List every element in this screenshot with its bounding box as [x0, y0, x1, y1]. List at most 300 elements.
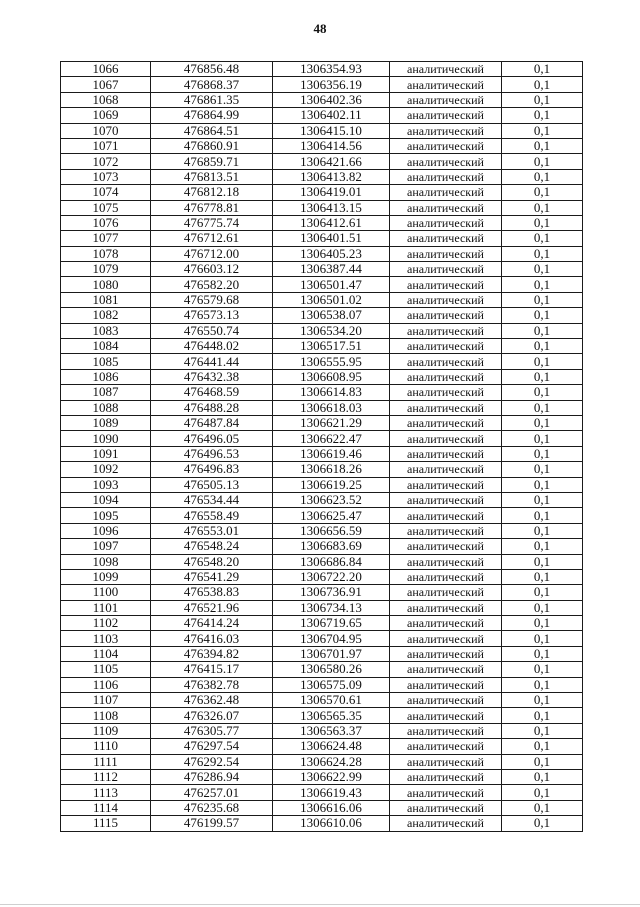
y-coordinate-cell: 1306402.36	[273, 92, 390, 107]
y-coordinate-cell: 1306719.65	[273, 616, 390, 631]
y-coordinate-cell: 1306736.91	[273, 585, 390, 600]
accuracy-cell: 0,1	[502, 62, 583, 77]
accuracy-cell: 0,1	[502, 769, 583, 784]
method-cell: аналитический	[390, 308, 502, 323]
y-coordinate-cell: 1306421.66	[273, 154, 390, 169]
y-coordinate-cell: 1306625.47	[273, 508, 390, 523]
table-row	[61, 446, 583, 461]
x-coordinate-cell: 476538.83	[151, 585, 273, 600]
y-coordinate-cell: 1306534.20	[273, 323, 390, 338]
method-cell: аналитический	[390, 123, 502, 138]
y-coordinate-cell: 1306622.47	[273, 431, 390, 446]
accuracy-cell: 0,1	[502, 754, 583, 769]
accuracy-cell: 0,1	[502, 262, 583, 277]
x-coordinate-cell: 476362.48	[151, 693, 273, 708]
x-coordinate-cell: 476521.96	[151, 600, 273, 615]
accuracy-cell: 0,1	[502, 77, 583, 92]
x-coordinate-cell: 476548.20	[151, 554, 273, 569]
x-coordinate-cell: 476548.24	[151, 539, 273, 554]
accuracy-cell: 0,1	[502, 169, 583, 184]
table-row	[61, 92, 583, 107]
method-cell: аналитический	[390, 477, 502, 492]
point-number-cell: 1098	[61, 554, 151, 569]
point-number-cell: 1115	[61, 816, 151, 831]
accuracy-cell: 0,1	[502, 677, 583, 692]
y-coordinate-cell: 1306555.95	[273, 354, 390, 369]
x-coordinate-cell: 476775.74	[151, 215, 273, 230]
table-row	[61, 400, 583, 415]
point-number-cell: 1092	[61, 462, 151, 477]
point-number-cell: 1095	[61, 508, 151, 523]
page-bottom-edge	[0, 904, 640, 905]
y-coordinate-cell: 1306610.06	[273, 816, 390, 831]
method-cell: аналитический	[390, 431, 502, 446]
coordinates-table	[60, 61, 583, 832]
table-row	[61, 138, 583, 153]
accuracy-cell: 0,1	[502, 446, 583, 461]
accuracy-cell: 0,1	[502, 323, 583, 338]
table-row	[61, 385, 583, 400]
accuracy-cell: 0,1	[502, 185, 583, 200]
method-cell: аналитический	[390, 92, 502, 107]
table-row	[61, 154, 583, 169]
y-coordinate-cell: 1306618.26	[273, 462, 390, 477]
y-coordinate-cell: 1306575.09	[273, 677, 390, 692]
accuracy-cell: 0,1	[502, 292, 583, 307]
x-coordinate-cell: 476579.68	[151, 292, 273, 307]
table-row	[61, 631, 583, 646]
table-row	[61, 462, 583, 477]
point-number-cell: 1080	[61, 277, 151, 292]
table-row	[61, 77, 583, 92]
y-coordinate-cell: 1306686.84	[273, 554, 390, 569]
x-coordinate-cell: 476541.29	[151, 569, 273, 584]
x-coordinate-cell: 476712.61	[151, 231, 273, 246]
point-number-cell: 1079	[61, 262, 151, 277]
method-cell: аналитический	[390, 262, 502, 277]
table-row	[61, 277, 583, 292]
x-coordinate-cell: 476603.12	[151, 262, 273, 277]
point-number-cell: 1086	[61, 369, 151, 384]
point-number-cell: 1113	[61, 785, 151, 800]
table-row	[61, 246, 583, 261]
y-coordinate-cell: 1306618.03	[273, 400, 390, 415]
y-coordinate-cell: 1306565.35	[273, 708, 390, 723]
y-coordinate-cell: 1306614.83	[273, 385, 390, 400]
x-coordinate-cell: 476553.01	[151, 523, 273, 538]
table-row	[61, 585, 583, 600]
x-coordinate-cell: 476534.44	[151, 492, 273, 507]
x-coordinate-cell: 476305.77	[151, 723, 273, 738]
y-coordinate-cell: 1306580.26	[273, 662, 390, 677]
accuracy-cell: 0,1	[502, 631, 583, 646]
point-number-cell: 1093	[61, 477, 151, 492]
point-number-cell: 1088	[61, 400, 151, 415]
accuracy-cell: 0,1	[502, 200, 583, 215]
point-number-cell: 1069	[61, 108, 151, 123]
accuracy-cell: 0,1	[502, 415, 583, 430]
x-coordinate-cell: 476496.83	[151, 462, 273, 477]
table-row	[61, 169, 583, 184]
point-number-cell: 1091	[61, 446, 151, 461]
method-cell: аналитический	[390, 185, 502, 200]
accuracy-cell: 0,1	[502, 539, 583, 554]
table-row	[61, 108, 583, 123]
y-coordinate-cell: 1306538.07	[273, 308, 390, 323]
point-number-cell: 1111	[61, 754, 151, 769]
method-cell: аналитический	[390, 616, 502, 631]
x-coordinate-cell: 476441.44	[151, 354, 273, 369]
y-coordinate-cell: 1306624.28	[273, 754, 390, 769]
y-coordinate-cell: 1306616.06	[273, 800, 390, 815]
y-coordinate-cell: 1306419.01	[273, 185, 390, 200]
method-cell: аналитический	[390, 231, 502, 246]
table-row	[61, 723, 583, 738]
point-number-cell: 1087	[61, 385, 151, 400]
y-coordinate-cell: 1306501.02	[273, 292, 390, 307]
x-coordinate-cell: 476448.02	[151, 339, 273, 354]
accuracy-cell: 0,1	[502, 154, 583, 169]
x-coordinate-cell: 476496.53	[151, 446, 273, 461]
y-coordinate-cell: 1306412.61	[273, 215, 390, 230]
accuracy-cell: 0,1	[502, 523, 583, 538]
y-coordinate-cell: 1306656.59	[273, 523, 390, 538]
point-number-cell: 1077	[61, 231, 151, 246]
accuracy-cell: 0,1	[502, 800, 583, 815]
x-coordinate-cell: 476414.24	[151, 616, 273, 631]
table-row	[61, 754, 583, 769]
y-coordinate-cell: 1306415.10	[273, 123, 390, 138]
x-coordinate-cell: 476712.00	[151, 246, 273, 261]
method-cell: аналитический	[390, 77, 502, 92]
point-number-cell: 1067	[61, 77, 151, 92]
y-coordinate-cell: 1306356.19	[273, 77, 390, 92]
x-coordinate-cell: 476292.54	[151, 754, 273, 769]
accuracy-cell: 0,1	[502, 123, 583, 138]
method-cell: аналитический	[390, 693, 502, 708]
table-row	[61, 354, 583, 369]
method-cell: аналитический	[390, 385, 502, 400]
point-number-cell: 1071	[61, 138, 151, 153]
x-coordinate-cell: 476505.13	[151, 477, 273, 492]
method-cell: аналитический	[390, 492, 502, 507]
y-coordinate-cell: 1306354.93	[273, 62, 390, 77]
method-cell: аналитический	[390, 323, 502, 338]
accuracy-cell: 0,1	[502, 708, 583, 723]
point-number-cell: 1114	[61, 800, 151, 815]
method-cell: аналитический	[390, 508, 502, 523]
x-coordinate-cell: 476582.20	[151, 277, 273, 292]
y-coordinate-cell: 1306517.51	[273, 339, 390, 354]
method-cell: аналитический	[390, 200, 502, 215]
accuracy-cell: 0,1	[502, 646, 583, 661]
table-row	[61, 292, 583, 307]
x-coordinate-cell: 476382.78	[151, 677, 273, 692]
table-row	[61, 600, 583, 615]
y-coordinate-cell: 1306570.61	[273, 693, 390, 708]
x-coordinate-cell: 476861.35	[151, 92, 273, 107]
table-row	[61, 477, 583, 492]
accuracy-cell: 0,1	[502, 431, 583, 446]
method-cell: аналитический	[390, 62, 502, 77]
y-coordinate-cell: 1306621.29	[273, 415, 390, 430]
method-cell: аналитический	[390, 354, 502, 369]
table-row	[61, 339, 583, 354]
x-coordinate-cell: 476416.03	[151, 631, 273, 646]
method-cell: аналитический	[390, 246, 502, 261]
method-cell: аналитический	[390, 739, 502, 754]
table-row	[61, 785, 583, 800]
method-cell: аналитический	[390, 215, 502, 230]
table-row	[61, 693, 583, 708]
table-row	[61, 215, 583, 230]
table-body	[61, 62, 583, 832]
table-row	[61, 800, 583, 815]
table-row	[61, 231, 583, 246]
point-number-cell: 1107	[61, 693, 151, 708]
table-row	[61, 816, 583, 831]
table-row	[61, 769, 583, 784]
x-coordinate-cell: 476812.18	[151, 185, 273, 200]
y-coordinate-cell: 1306624.48	[273, 739, 390, 754]
y-coordinate-cell: 1306563.37	[273, 723, 390, 738]
point-number-cell: 1097	[61, 539, 151, 554]
accuracy-cell: 0,1	[502, 477, 583, 492]
y-coordinate-cell: 1306683.69	[273, 539, 390, 554]
x-coordinate-cell: 476864.99	[151, 108, 273, 123]
method-cell: аналитический	[390, 631, 502, 646]
accuracy-cell: 0,1	[502, 308, 583, 323]
table-row	[61, 200, 583, 215]
method-cell: аналитический	[390, 446, 502, 461]
y-coordinate-cell: 1306413.15	[273, 200, 390, 215]
accuracy-cell: 0,1	[502, 138, 583, 153]
accuracy-cell: 0,1	[502, 816, 583, 831]
y-coordinate-cell: 1306413.82	[273, 169, 390, 184]
accuracy-cell: 0,1	[502, 723, 583, 738]
point-number-cell: 1084	[61, 339, 151, 354]
point-number-cell: 1068	[61, 92, 151, 107]
method-cell: аналитический	[390, 277, 502, 292]
point-number-cell: 1070	[61, 123, 151, 138]
table-row	[61, 739, 583, 754]
y-coordinate-cell: 1306501.47	[273, 277, 390, 292]
method-cell: аналитический	[390, 662, 502, 677]
x-coordinate-cell: 476864.51	[151, 123, 273, 138]
method-cell: аналитический	[390, 708, 502, 723]
method-cell: аналитический	[390, 369, 502, 384]
y-coordinate-cell: 1306623.52	[273, 492, 390, 507]
point-number-cell: 1112	[61, 769, 151, 784]
accuracy-cell: 0,1	[502, 554, 583, 569]
x-coordinate-cell: 476860.91	[151, 138, 273, 153]
point-number-cell: 1094	[61, 492, 151, 507]
method-cell: аналитический	[390, 415, 502, 430]
method-cell: аналитический	[390, 154, 502, 169]
y-coordinate-cell: 1306387.44	[273, 262, 390, 277]
x-coordinate-cell: 476199.57	[151, 816, 273, 831]
point-number-cell: 1073	[61, 169, 151, 184]
table-row	[61, 677, 583, 692]
method-cell: аналитический	[390, 769, 502, 784]
point-number-cell: 1100	[61, 585, 151, 600]
table-row	[61, 185, 583, 200]
x-coordinate-cell: 476257.01	[151, 785, 273, 800]
point-number-cell: 1085	[61, 354, 151, 369]
point-number-cell: 1078	[61, 246, 151, 261]
x-coordinate-cell: 476487.84	[151, 415, 273, 430]
point-number-cell: 1066	[61, 62, 151, 77]
table-row	[61, 708, 583, 723]
x-coordinate-cell: 476415.17	[151, 662, 273, 677]
table-row	[61, 508, 583, 523]
point-number-cell: 1072	[61, 154, 151, 169]
point-number-cell: 1083	[61, 323, 151, 338]
accuracy-cell: 0,1	[502, 108, 583, 123]
accuracy-cell: 0,1	[502, 369, 583, 384]
table-row	[61, 323, 583, 338]
method-cell: аналитический	[390, 523, 502, 538]
x-coordinate-cell: 476235.68	[151, 800, 273, 815]
method-cell: аналитический	[390, 677, 502, 692]
accuracy-cell: 0,1	[502, 585, 583, 600]
accuracy-cell: 0,1	[502, 231, 583, 246]
page-number: 48	[313, 21, 327, 36]
point-number-cell: 1103	[61, 631, 151, 646]
y-coordinate-cell: 1306619.25	[273, 477, 390, 492]
accuracy-cell: 0,1	[502, 693, 583, 708]
table-row	[61, 569, 583, 584]
point-number-cell: 1099	[61, 569, 151, 584]
point-number-cell: 1096	[61, 523, 151, 538]
point-number-cell: 1102	[61, 616, 151, 631]
y-coordinate-cell: 1306701.97	[273, 646, 390, 661]
method-cell: аналитический	[390, 646, 502, 661]
y-coordinate-cell: 1306619.46	[273, 446, 390, 461]
table-row	[61, 492, 583, 507]
point-number-cell: 1076	[61, 215, 151, 230]
method-cell: аналитический	[390, 462, 502, 477]
method-cell: аналитический	[390, 800, 502, 815]
point-number-cell: 1104	[61, 646, 151, 661]
point-number-cell: 1108	[61, 708, 151, 723]
y-coordinate-cell: 1306619.43	[273, 785, 390, 800]
y-coordinate-cell: 1306704.95	[273, 631, 390, 646]
x-coordinate-cell: 476432.38	[151, 369, 273, 384]
accuracy-cell: 0,1	[502, 739, 583, 754]
method-cell: аналитический	[390, 569, 502, 584]
point-number-cell: 1090	[61, 431, 151, 446]
y-coordinate-cell: 1306734.13	[273, 600, 390, 615]
y-coordinate-cell: 1306401.51	[273, 231, 390, 246]
accuracy-cell: 0,1	[502, 492, 583, 507]
point-number-cell: 1106	[61, 677, 151, 692]
accuracy-cell: 0,1	[502, 354, 583, 369]
accuracy-cell: 0,1	[502, 662, 583, 677]
point-number-cell: 1101	[61, 600, 151, 615]
method-cell: аналитический	[390, 108, 502, 123]
table-row	[61, 662, 583, 677]
table-row	[61, 308, 583, 323]
accuracy-cell: 0,1	[502, 616, 583, 631]
table-row	[61, 415, 583, 430]
x-coordinate-cell: 476297.54	[151, 739, 273, 754]
table-row	[61, 123, 583, 138]
method-cell: аналитический	[390, 339, 502, 354]
accuracy-cell: 0,1	[502, 215, 583, 230]
table-row	[61, 523, 583, 538]
accuracy-cell: 0,1	[502, 569, 583, 584]
method-cell: аналитический	[390, 816, 502, 831]
method-cell: аналитический	[390, 554, 502, 569]
method-cell: аналитический	[390, 169, 502, 184]
method-cell: аналитический	[390, 292, 502, 307]
table-row	[61, 539, 583, 554]
method-cell: аналитический	[390, 138, 502, 153]
y-coordinate-cell: 1306608.95	[273, 369, 390, 384]
method-cell: аналитический	[390, 600, 502, 615]
y-coordinate-cell: 1306402.11	[273, 108, 390, 123]
accuracy-cell: 0,1	[502, 508, 583, 523]
x-coordinate-cell: 476573.13	[151, 308, 273, 323]
point-number-cell: 1081	[61, 292, 151, 307]
x-coordinate-cell: 476468.59	[151, 385, 273, 400]
point-number-cell: 1109	[61, 723, 151, 738]
method-cell: аналитический	[390, 754, 502, 769]
table-row	[61, 431, 583, 446]
accuracy-cell: 0,1	[502, 277, 583, 292]
method-cell: аналитический	[390, 539, 502, 554]
x-coordinate-cell: 476859.71	[151, 154, 273, 169]
x-coordinate-cell: 476496.05	[151, 431, 273, 446]
accuracy-cell: 0,1	[502, 400, 583, 415]
point-number-cell: 1110	[61, 739, 151, 754]
accuracy-cell: 0,1	[502, 339, 583, 354]
x-coordinate-cell: 476558.49	[151, 508, 273, 523]
y-coordinate-cell: 1306722.20	[273, 569, 390, 584]
point-number-cell: 1074	[61, 185, 151, 200]
method-cell: аналитический	[390, 585, 502, 600]
x-coordinate-cell: 476856.48	[151, 62, 273, 77]
method-cell: аналитический	[390, 785, 502, 800]
table-row	[61, 262, 583, 277]
accuracy-cell: 0,1	[502, 385, 583, 400]
point-number-cell: 1089	[61, 415, 151, 430]
x-coordinate-cell: 476326.07	[151, 708, 273, 723]
accuracy-cell: 0,1	[502, 462, 583, 477]
x-coordinate-cell: 476286.94	[151, 769, 273, 784]
y-coordinate-cell: 1306405.23	[273, 246, 390, 261]
accuracy-cell: 0,1	[502, 246, 583, 261]
table-row	[61, 62, 583, 77]
y-coordinate-cell: 1306414.56	[273, 138, 390, 153]
method-cell: аналитический	[390, 723, 502, 738]
x-coordinate-cell: 476868.37	[151, 77, 273, 92]
x-coordinate-cell: 476550.74	[151, 323, 273, 338]
table-row	[61, 369, 583, 384]
accuracy-cell: 0,1	[502, 785, 583, 800]
x-coordinate-cell: 476488.28	[151, 400, 273, 415]
accuracy-cell: 0,1	[502, 92, 583, 107]
x-coordinate-cell: 476394.82	[151, 646, 273, 661]
table-row	[61, 554, 583, 569]
point-number-cell: 1075	[61, 200, 151, 215]
x-coordinate-cell: 476813.51	[151, 169, 273, 184]
table-row	[61, 646, 583, 661]
accuracy-cell: 0,1	[502, 600, 583, 615]
point-number-cell: 1082	[61, 308, 151, 323]
y-coordinate-cell: 1306622.99	[273, 769, 390, 784]
